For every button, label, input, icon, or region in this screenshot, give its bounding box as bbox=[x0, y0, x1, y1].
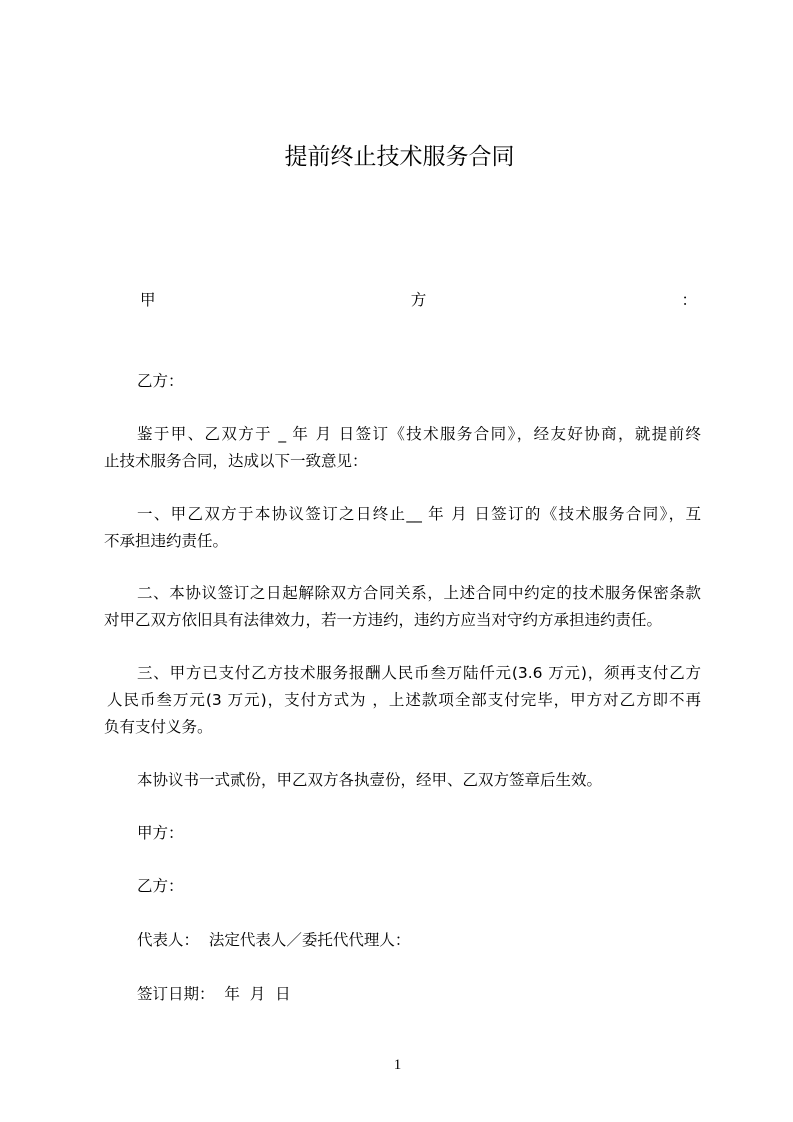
party-a-colon: ： bbox=[681, 291, 697, 309]
clause-3-paragraph bbox=[104, 660, 701, 741]
preamble-line: 鉴于甲、乙双方于 _ 年 月 日签订《技术服务合同》，经友好协商，就提前终 bbox=[137, 425, 701, 443]
clause-1-line: 一、甲乙双方于本协议签订之日终止__ 年 月 日签订的《技术服务合同》，互 bbox=[137, 505, 701, 523]
preamble-line: 止技术服务合同，达成以下一致意见： bbox=[104, 452, 368, 470]
party-a-char-fang: 方 bbox=[410, 291, 427, 309]
clause-2-paragraph bbox=[104, 580, 701, 634]
signature-party-a: 甲方： bbox=[137, 824, 184, 842]
party-b-label: 乙方： bbox=[137, 372, 184, 390]
clause-2-line: 对甲乙双方依旧具有法律效力，若一方违约，违约方应当对守约方承担违约责任。 bbox=[104, 611, 663, 629]
clause-3-line: 三、甲方已支付乙方技术服务报酬人民币叁万陆仟元(3.6 万元)，须再支付乙方 bbox=[137, 664, 701, 682]
signature-date: 签订日期： 年 月 日 bbox=[137, 985, 291, 1003]
clause-3-line: 人民币叁万元(3 万元)，支付方式为 ，上述款项全部支付完毕，甲方对乙方即不再 bbox=[107, 691, 701, 709]
party-a-char-jia: 甲 bbox=[140, 291, 156, 309]
signature-representative: 代表人： 法定代表人／委托代代理人： bbox=[137, 931, 411, 949]
clause-1-paragraph bbox=[104, 501, 701, 555]
party-a-line bbox=[137, 287, 697, 314]
clause-2-line: 二、本协议签订之日起解除双方合同关系，上述合同中约定的技术服务保密条款 bbox=[137, 584, 701, 602]
clause-3-line: 负有支付义务。 bbox=[104, 718, 213, 736]
clause-1-line: 不承担违约责任。 bbox=[104, 532, 229, 550]
signature-party-b: 乙方： bbox=[137, 877, 184, 895]
effect-clause: 本协议书一式贰份，甲乙双方各执壹份，经甲、乙双方签章后生效。 bbox=[137, 771, 603, 789]
page-title: 提前终止技术服务合同 bbox=[284, 144, 515, 170]
page-number: 1 bbox=[393, 1057, 402, 1073]
preamble-paragraph bbox=[104, 421, 701, 475]
